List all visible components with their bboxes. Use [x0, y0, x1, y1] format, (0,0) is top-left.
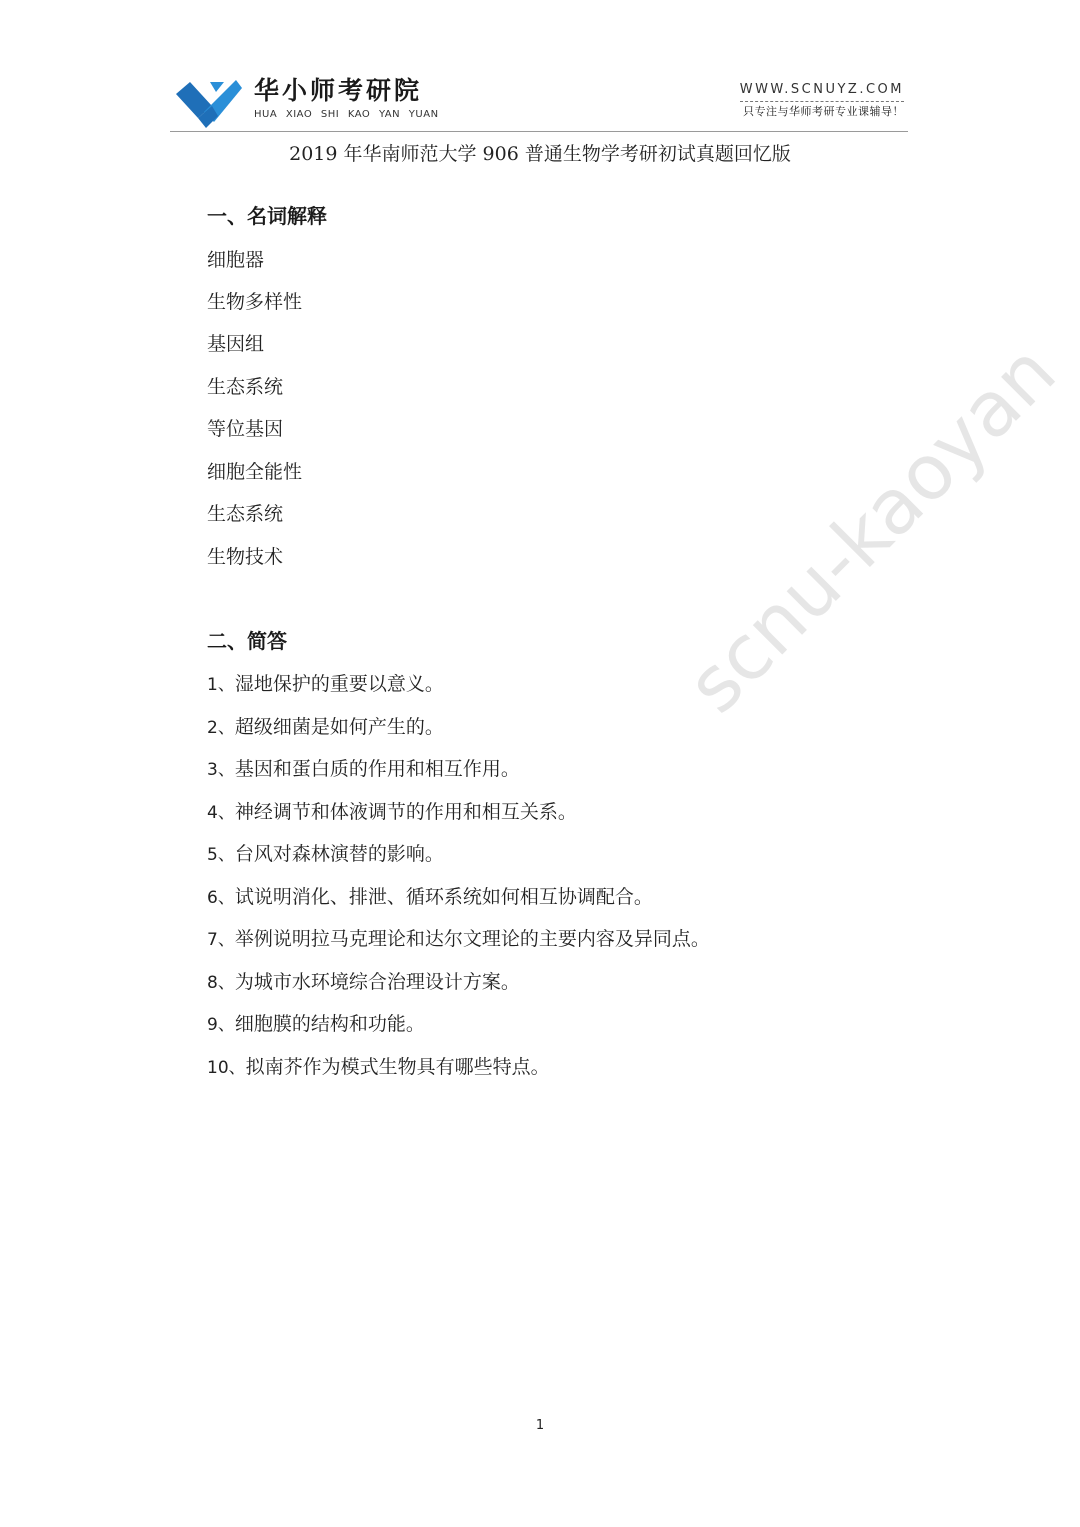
question-number: 9、	[207, 1015, 235, 1035]
question-number: 1、	[207, 675, 235, 695]
logo-pinyin: HUA XIAO SHI KAO YAN YUAN	[254, 109, 439, 120]
question-item	[207, 755, 520, 784]
term-item: 细胞全能性	[207, 461, 303, 483]
question-item	[207, 925, 710, 954]
dashed-divider	[740, 101, 904, 102]
question-number: 8、	[207, 973, 235, 993]
question-item	[207, 670, 444, 699]
question-item	[207, 1010, 425, 1039]
header-rule	[170, 131, 908, 132]
question-number: 5、	[207, 845, 235, 865]
question-number: 4、	[207, 803, 235, 823]
question-item	[207, 968, 520, 997]
site-url: WWW.SCNUYZ.COM	[739, 82, 904, 97]
question-number: 7、	[207, 930, 235, 950]
question-text: 试说明消化、排泄、循环系统如何相互协调配合。	[234, 886, 653, 908]
watermark: scnu-kaoyan	[669, 326, 1073, 730]
question-text: 台风对森林演替的影响。	[234, 843, 444, 865]
question-text: 细胞膜的结构和功能。	[234, 1013, 425, 1035]
document-title: 2019 年华南师范大学 906 普通生物学考研初试真题回忆版	[289, 143, 791, 165]
question-number: 3、	[207, 760, 235, 780]
page-number: 1	[535, 1418, 545, 1433]
question-number: 2、	[207, 718, 235, 738]
term-item: 生物多样性	[207, 291, 303, 313]
question-item	[207, 840, 444, 869]
page-header	[170, 74, 908, 132]
term-item: 生物技术	[207, 546, 284, 568]
section-heading-terms: 一、名词解释	[207, 204, 327, 228]
question-number: 6、	[207, 888, 235, 908]
term-item: 等位基因	[207, 418, 284, 440]
term-item: 基因组	[207, 333, 265, 355]
question-text: 基因和蛋白质的作用和相互作用。	[234, 758, 520, 780]
logo-icon	[174, 76, 242, 128]
question-number: 10、	[207, 1058, 246, 1078]
slogan: 只专注与华师考研专业课辅导！	[743, 105, 904, 118]
term-item: 生态系统	[207, 503, 284, 525]
question-item	[207, 1053, 550, 1082]
section-heading-short-answer: 二、简答	[207, 629, 287, 653]
question-item	[207, 883, 653, 912]
question-item	[207, 713, 444, 742]
question-item	[207, 798, 577, 827]
logo-text	[254, 76, 439, 120]
question-text: 拟南芥作为模式生物具有哪些特点。	[245, 1056, 550, 1078]
question-text: 神经调节和体液调节的作用和相互关系。	[234, 801, 577, 823]
question-text: 超级细菌是如何产生的。	[234, 716, 444, 738]
term-item: 细胞器	[207, 249, 265, 271]
question-text: 湿地保护的重要以意义。	[234, 673, 444, 695]
question-text: 为城市水环境综合治理设计方案。	[234, 971, 520, 993]
logo-name: 华小师考研院	[254, 76, 423, 105]
header-right	[740, 82, 904, 120]
question-text: 举例说明拉马克理论和达尔文理论的主要内容及异同点。	[234, 928, 710, 950]
term-item: 生态系统	[207, 376, 284, 398]
